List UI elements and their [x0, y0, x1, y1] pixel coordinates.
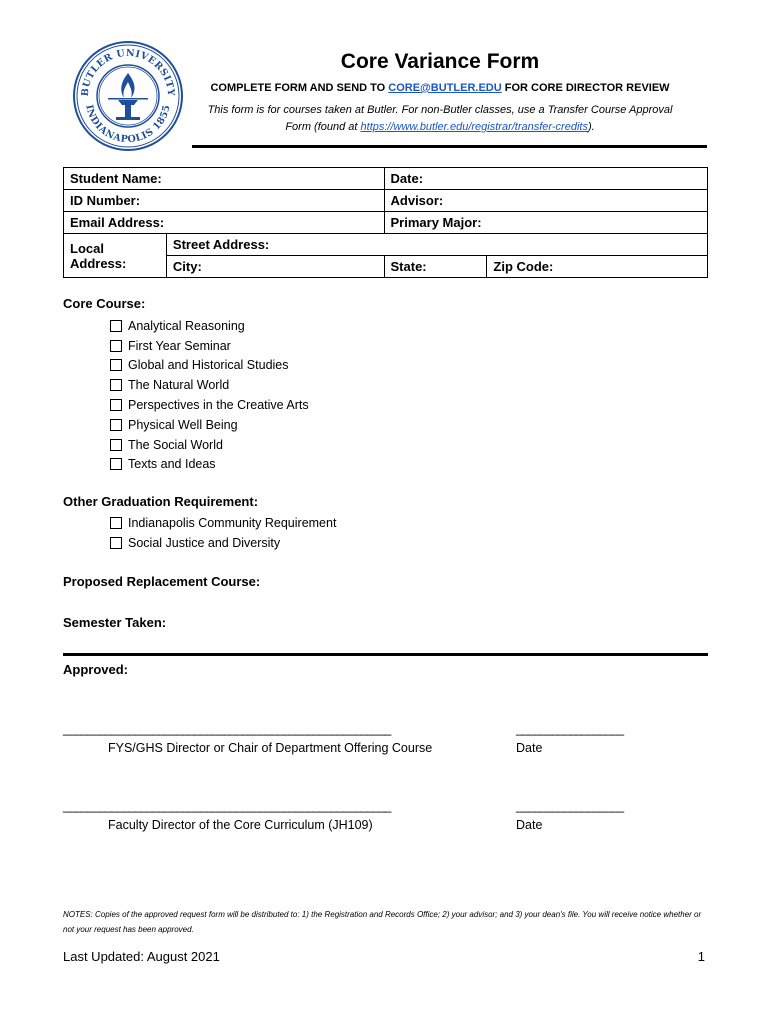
checkbox-icon[interactable]: [110, 320, 122, 332]
checkbox-label: Indianapolis Community Requirement: [128, 515, 337, 530]
distribution-notes: NOTES: Copies of the approved request form will be distributed to: 1) the Registration and Records Office; 2) your advisor; and 3) your dean's file. You will receive notice whether or not your request has been approved.: [63, 910, 702, 934]
other-requirement-checklist: [110, 513, 336, 553]
advisor-field[interactable]: Advisor:: [384, 190, 707, 212]
id-number-field[interactable]: ID Number:: [64, 190, 385, 212]
checkbox-indianapolis-community[interactable]: [110, 513, 336, 533]
signature-line-2: _______________________________________________________: [63, 799, 391, 813]
checkbox-icon[interactable]: [110, 340, 122, 352]
street-address-field[interactable]: Street Address:: [166, 234, 707, 256]
checkbox-icon[interactable]: [110, 419, 122, 431]
checkbox-social-world[interactable]: [110, 435, 309, 455]
seal-bottom-text: INDIANAPOLIS 1855: [83, 103, 173, 146]
transfer-credits-link[interactable]: https://www.butler.edu/registrar/transfer-credits: [360, 121, 588, 133]
other-requirement-label: Other Graduation Requirement:: [63, 494, 259, 509]
checkbox-label: Texts and Ideas: [128, 457, 216, 472]
date-caption-2: Date: [516, 818, 543, 832]
checkbox-label: Analytical Reasoning: [128, 318, 245, 333]
checkbox-analytical-reasoning[interactable]: [110, 316, 309, 336]
checkbox-label: Physical Well Being: [128, 417, 238, 432]
table-row: [64, 212, 708, 234]
checkbox-icon[interactable]: [110, 537, 122, 549]
checkbox-social-justice-diversity[interactable]: [110, 533, 336, 553]
checkbox-label: The Natural World: [128, 378, 230, 393]
transfer-note-line2: [190, 119, 690, 136]
note-suffix: ).: [587, 121, 595, 133]
primary-major-field[interactable]: Primary Major:: [384, 212, 707, 234]
student-name-field[interactable]: Student Name:: [64, 168, 385, 190]
zip-code-field[interactable]: Zip Code:: [487, 256, 708, 278]
core-course-label: Core Course:: [63, 296, 146, 311]
instruction-suffix: FOR CORE DIRECTOR REVIEW: [501, 82, 670, 94]
approval-divider: [63, 653, 708, 656]
checkbox-label: Perspectives in the Creative Arts: [128, 398, 309, 413]
seal-top-text: BUTLER UNIVERSITY: [79, 47, 177, 97]
checkbox-first-year-seminar[interactable]: [110, 336, 309, 356]
form-title: Core Variance Form: [340, 50, 540, 73]
page-number: 1: [697, 949, 705, 964]
city-field[interactable]: City:: [166, 256, 384, 278]
semester-taken-label: Semester Taken:: [63, 615, 167, 630]
checkbox-creative-arts[interactable]: [110, 395, 309, 415]
core-email-link[interactable]: CORE@BUTLER.EDU: [388, 82, 502, 94]
checkbox-physical-well-being[interactable]: [110, 415, 309, 435]
transfer-note: [190, 102, 690, 136]
checkbox-label: First Year Seminar: [128, 338, 231, 353]
checkbox-icon[interactable]: [110, 458, 122, 470]
date-field[interactable]: Date:: [384, 168, 707, 190]
transfer-note-line1: This form is for courses taken at Butler. For non-Butler classes, use a Transfer Course Approval: [207, 104, 673, 116]
checkbox-icon[interactable]: [110, 359, 122, 371]
header-divider: [192, 145, 707, 148]
email-field[interactable]: Email Address:: [64, 212, 385, 234]
checkbox-label: Social Justice and Diversity: [128, 535, 281, 550]
core-course-checklist: [110, 316, 309, 474]
checkbox-icon[interactable]: [110, 439, 122, 451]
table-row: [64, 234, 708, 256]
checkbox-icon[interactable]: [110, 517, 122, 529]
signature-line-1: _______________________________________________________: [63, 722, 391, 736]
table-row: [64, 168, 708, 190]
date-line-2: __________________: [516, 799, 624, 813]
checkbox-label: The Social World: [128, 437, 223, 452]
table-row: [64, 190, 708, 212]
instruction-prefix: COMPLETE FORM AND SEND TO: [210, 82, 389, 94]
student-info-table: [63, 167, 708, 278]
approved-label: Approved:: [63, 662, 128, 677]
checkbox-natural-world[interactable]: [110, 375, 309, 395]
butler-university-seal-logo: [72, 40, 184, 152]
checkbox-label: Global and Historical Studies: [128, 358, 289, 373]
note-prefix: Form (found at: [285, 121, 361, 133]
checkbox-icon[interactable]: [110, 399, 122, 411]
svg-text:BUTLER UNIVERSITY: [80, 48, 176, 97]
submission-instruction: [190, 82, 690, 94]
last-updated: Last Updated: August 2021: [63, 949, 220, 964]
local-address-label: Local Address:: [64, 234, 167, 278]
checkbox-icon[interactable]: [110, 379, 122, 391]
checkbox-texts-ideas[interactable]: [110, 455, 309, 475]
signature-caption-1: FYS/GHS Director or Chair of Department Offering Course: [108, 741, 433, 755]
proposed-replacement-label: Proposed Replacement Course:: [63, 574, 261, 589]
date-caption-1: Date: [516, 741, 543, 755]
checkbox-global-historical-studies[interactable]: [110, 356, 309, 376]
date-line-1: __________________: [516, 722, 624, 736]
signature-caption-2: Faculty Director of the Core Curriculum (JH109): [108, 818, 373, 832]
state-field[interactable]: State:: [384, 256, 487, 278]
